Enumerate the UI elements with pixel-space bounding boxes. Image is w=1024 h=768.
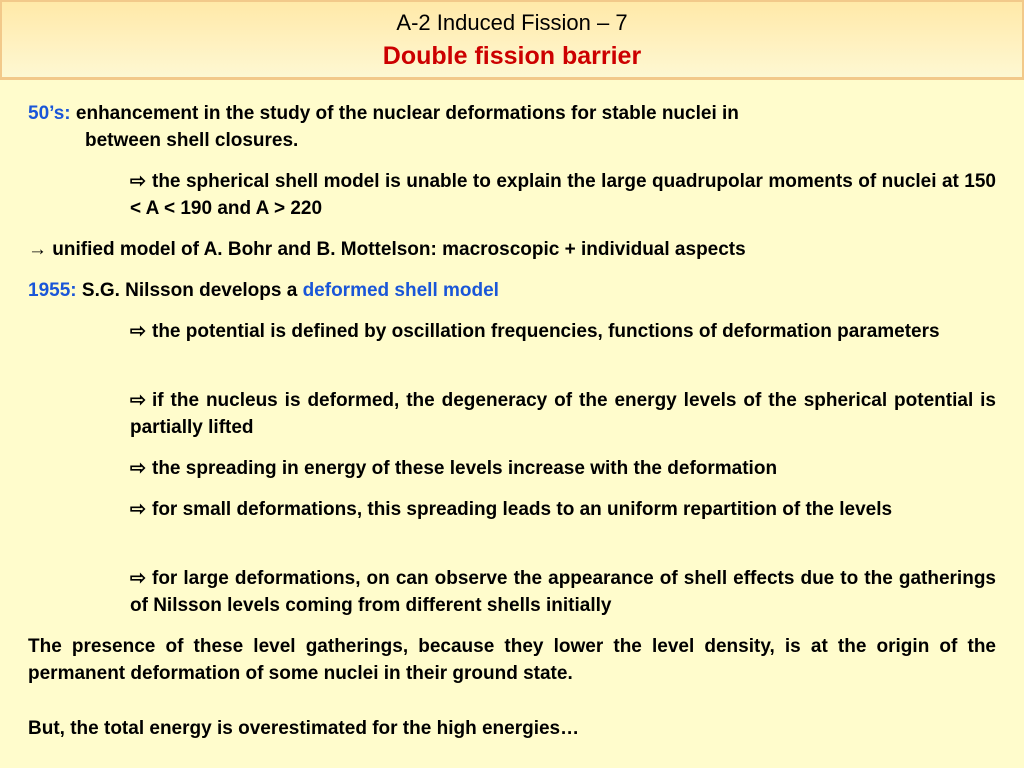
bullet-small-deformations — [130, 496, 996, 523]
paragraph-total-energy: But, the total energy is overestimated for the high energies… — [28, 718, 580, 739]
slide-header — [0, 0, 1024, 80]
p1-line2: between shell closures. — [85, 130, 299, 151]
arrow-icon: ⇨ — [130, 390, 146, 411]
paragraph-50s — [28, 100, 988, 154]
unified-text: unified model of A. Bohr and B. Mottelson: macroscopic + individual aspects — [52, 239, 746, 260]
arrow-icon: ⇨ — [130, 321, 146, 342]
arrow-icon: ⇨ — [130, 499, 146, 520]
paragraph-level-gatherings: The presence of these level gatherings, because they lower the level density, is at the origin of the permanent deformation of some nuclei in their ground state. — [28, 636, 996, 684]
bullet-large-deformations — [130, 565, 996, 619]
paragraph-1955 — [28, 277, 988, 304]
bullet-text: the potential is defined by oscillation frequencies, functions of deformation parameters — [152, 321, 940, 342]
right-arrow-icon: → — [28, 239, 47, 260]
bullet-spherical-model — [130, 168, 996, 222]
bullet-text: the spreading in energy of these levels increase with the deformation — [152, 458, 778, 479]
tag-1955: 1955: — [28, 280, 77, 301]
paragraph-unified-model — [28, 236, 988, 263]
bullet-text: for large deformations, on can observe the appearance of shell effects due to the gatherings of Nilsson levels coming from different shells initially — [130, 568, 996, 616]
bullet-degeneracy — [130, 387, 996, 441]
slide-subtitle: Double fission barrier — [382, 42, 642, 70]
bullet-potential — [130, 318, 996, 345]
slide-title: A-2 Induced Fission – 7 — [396, 10, 628, 35]
tag-50s: 50’s: — [28, 103, 71, 124]
p1-line1: enhancement in the study of the nuclear deformations for stable nuclei in — [75, 103, 739, 124]
bullet-spreading — [130, 455, 996, 482]
p2-text: S.G. Nilsson develops a — [81, 280, 298, 301]
bullet-text: for small deformations, this spreading leads to an uniform repartition of the levels — [152, 499, 893, 520]
arrow-icon: ⇨ — [130, 568, 146, 589]
deformed-shell-model-term: deformed shell model — [302, 280, 499, 301]
bullet-text: if the nucleus is deformed, the degeneracy of the energy levels of the spherical potential is partially lifted — [130, 390, 996, 438]
bullet-text: the spherical shell model is unable to explain the large quadrupolar moments of nuclei at 150 < A < 190 and A > 220 — [130, 171, 996, 219]
arrow-icon: ⇨ — [130, 171, 146, 192]
arrow-icon: ⇨ — [130, 458, 146, 479]
